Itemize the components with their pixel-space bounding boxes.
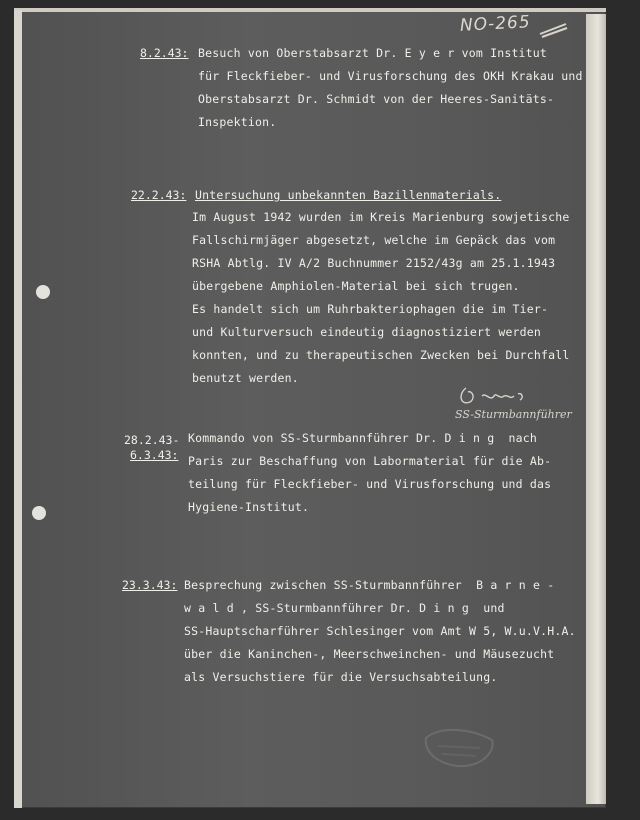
signature-caption: SS-Sturmbannführer (455, 408, 572, 421)
paper-edge-left (14, 10, 22, 808)
entry-heading: Untersuchung unbekannten Bazillenmaterials. (195, 188, 502, 202)
punch-hole-icon (36, 285, 50, 299)
entry-body: Kommando von SS-Sturmbannführer Dr. D i n g nach Paris zur Beschaffung von Labormaterial für die Ab- teilung für Fleckfieber- und Virusforschung und das Hygiene-Institut. (188, 431, 552, 514)
ink-smudge-icon (420, 718, 500, 776)
entry-date: 28.2.43- 6.3.43: (124, 433, 180, 462)
entry-body: Besprechung zwischen SS-Sturmbannführer B a r n e - w a l d , SS-Sturmbannführer Dr. D i n g und SS-Hauptscharführer Schlesinger vom Amt W 5, W.u.V.H.A. über die Kaninchen-, Meerschweinchen- und Mäusezucht als Versuchstiere für die Versuchsabteilung. (184, 578, 576, 684)
entry-body: Besuch von Oberstabsarzt Dr. E y e r vom Institut für Fleckfieber- und Virusforschung des OKH Krakau und Oberstabsarzt Dr. Schmidt von der Heeres-Sanitäts- Inspektion. (198, 46, 583, 129)
entry-body: Im August 1942 wurden im Kreis Marienburg sowjetische Fallschirmjäger abgesetzt, welche im Gepäck das vom RSHA Abtlg. IV A/2 Buchnummer 2152/43g am 25.1.1943 übergebene Amphiolen-Material bei sich trugen. Es handelt sich um Ruhrbakteriophagen die im Tier- und Kulturversuch eindeutig diagnostiziert werden konnten, und zu therapeutischen Zwecken bei Durchfall benutzt werden. (192, 210, 570, 385)
paper-edge-right (586, 14, 606, 804)
entry-date: 8.2.43: (140, 46, 189, 60)
entry-date: 22.2.43: (131, 188, 187, 202)
paper-edge-top (14, 8, 606, 12)
entry-date: 23.3.43: (122, 578, 178, 592)
archive-mark: NO-265 (459, 12, 532, 36)
punch-hole-icon (32, 506, 46, 520)
strike-mark-icon (538, 20, 568, 38)
